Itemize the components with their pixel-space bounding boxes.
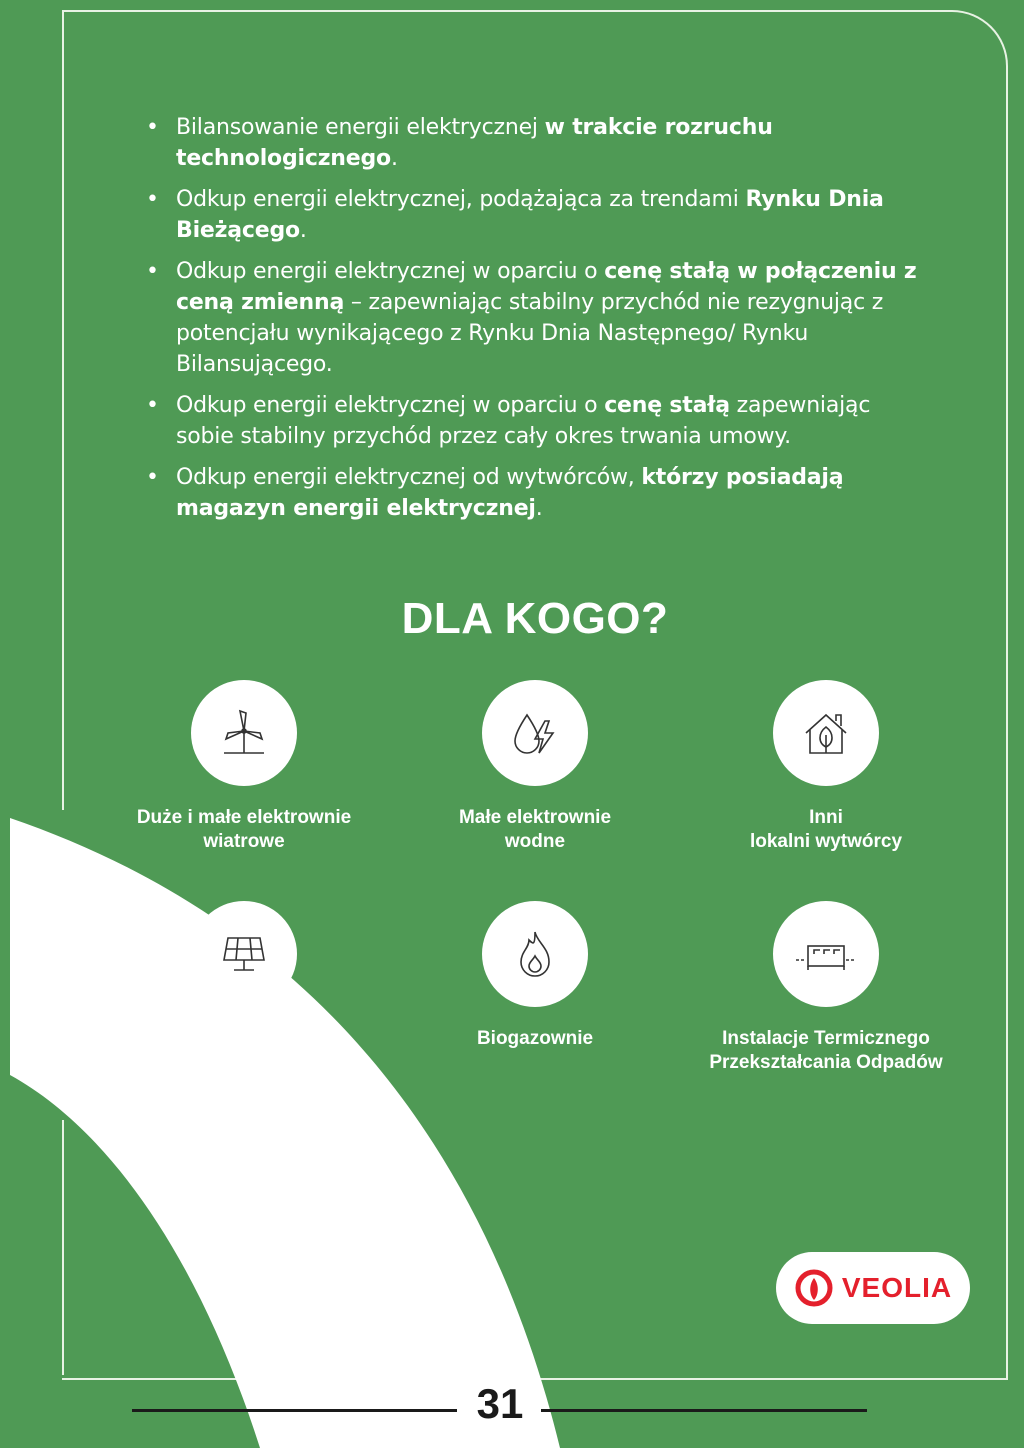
- flame-icon: [482, 901, 588, 1007]
- veolia-logo-text: VEOLIA: [841, 1272, 953, 1303]
- wind-turbine-icon: [191, 680, 297, 786]
- tile-water: [385, 680, 685, 854]
- waste-incinerator-icon: [773, 901, 879, 1007]
- tile-wind: [94, 680, 394, 854]
- veolia-logo-mark-icon: [794, 1268, 834, 1308]
- footer-rule-right: [541, 1409, 867, 1412]
- water-energy-icon: [482, 680, 588, 786]
- page-number: 31: [476, 1380, 524, 1427]
- tile-label: Inni lokalni wytwórcy: [749, 807, 903, 852]
- veolia-logo: [776, 1252, 970, 1324]
- tile-local-producers: [676, 680, 976, 854]
- footer-rule-left: [132, 1409, 457, 1412]
- bullet-list: [146, 112, 926, 534]
- tile-label: Biogazownie: [476, 1028, 594, 1049]
- bullet-item: • Bilansowanie energii elektrycznej w trakcie rozruchu technologicznego.: [146, 115, 773, 171]
- section-title: DLA KOGO?: [401, 594, 669, 643]
- tile-biogas: [385, 901, 685, 1051]
- tile-label: Duże i małe elektrownie wiatrowe: [136, 807, 352, 852]
- house-leaf-icon: [773, 680, 879, 786]
- tile-label: Instalacje Termicznego Przekształcania Odpadów: [709, 1028, 943, 1073]
- tile-label: Małe elektrownie wodne: [458, 807, 612, 852]
- solar-panel-icon: [191, 901, 297, 1007]
- tile-solar: [94, 901, 394, 1027]
- bullet-item: • Odkup energii elektrycznej od wytwórców, którzy posiadają magazyn energii elektrycznej.: [146, 465, 844, 521]
- tile-waste-processing: [676, 901, 976, 1075]
- bullet-item: • Odkup energii elektrycznej, podążająca za trendami Rynku Dnia Bieżącego.: [146, 187, 884, 243]
- bullet-item: • Odkup energii elektrycznej w oparciu o cenę stałą w połączeniu z ceną zmienną – zapewniając stabilny przychód nie rezygnując z potencjału wynikającego z Rynku Dnia Następnego/ Rynku Bilansującego.: [146, 259, 917, 377]
- bullet-item: • Odkup energii elektrycznej w oparciu o cenę stałą zapewniając sobie stabilny przychód przez cały okres trwania umowy.: [146, 393, 871, 449]
